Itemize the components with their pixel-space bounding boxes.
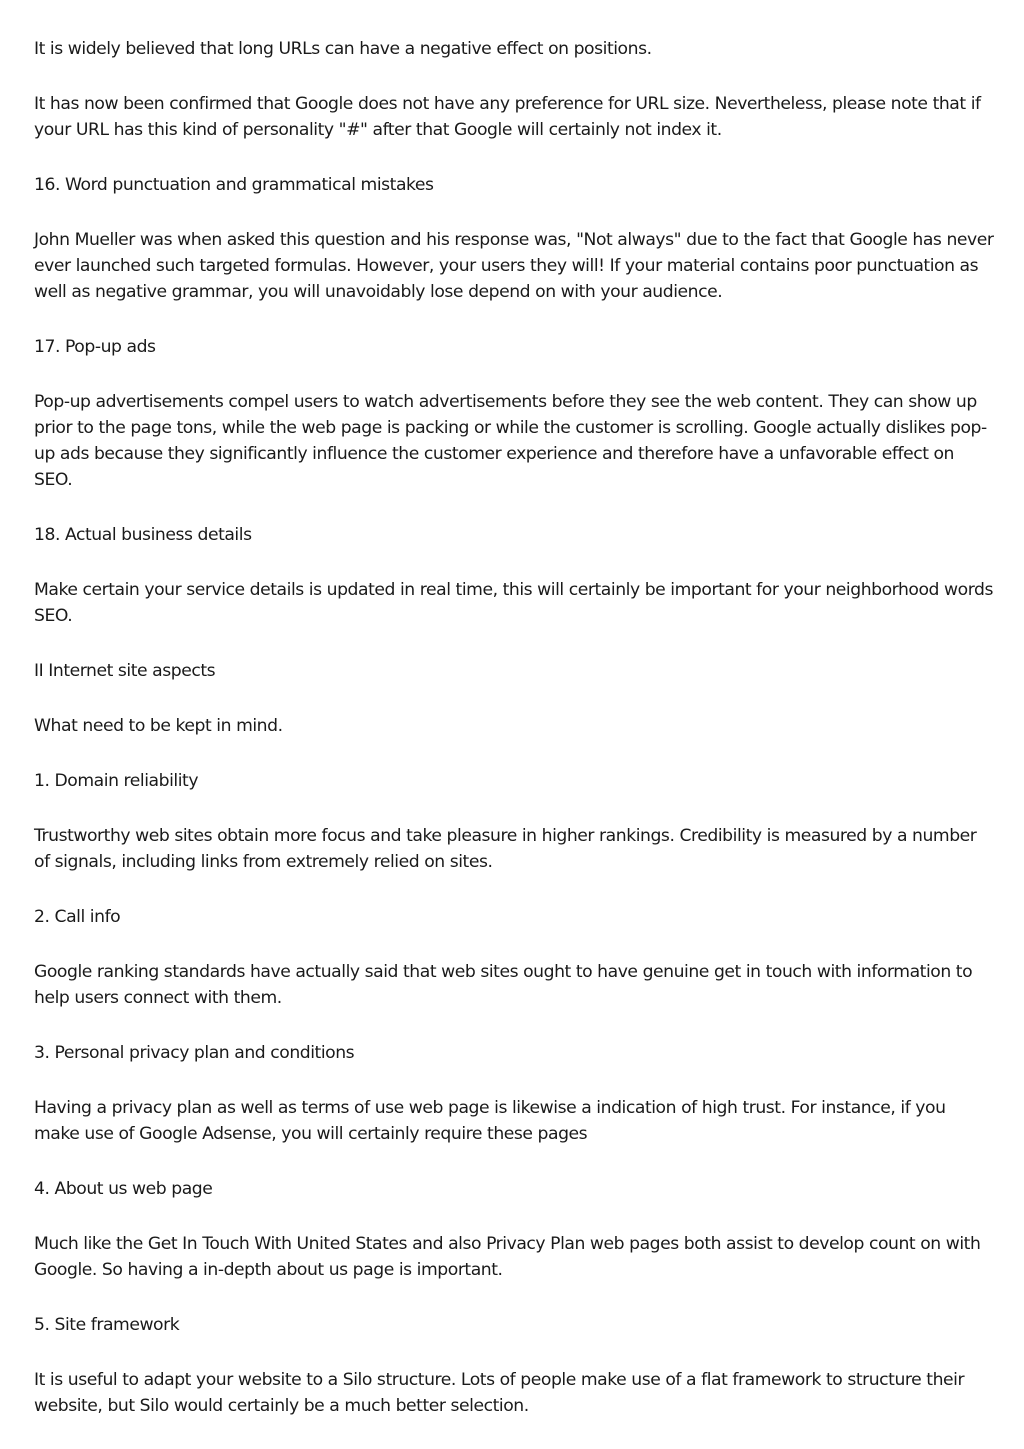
paragraph-punctuation: John Mueller was when asked this question and his response was, "Not always" due to the fact that Google has never ever launched such targeted formulas. However, your users they will! If your material contains poor punctuation as well as negative grammar, you will unavoidably lose depend on with your audience.	[34, 230, 994, 302]
heading-site-aspects: II Internet site aspects	[34, 661, 216, 681]
heading-about-us: 4. About us web page	[34, 1179, 213, 1199]
paragraph-business-details: Make certain your service details is updated in real time, this will certainly be important for your neighborhood words SEO.	[34, 580, 993, 626]
paragraph-keep-in-mind: What need to be kept in mind.	[34, 716, 283, 736]
heading-privacy-plan: 3. Personal privacy plan and conditions	[34, 1043, 355, 1063]
paragraph-privacy-plan: Having a privacy plan as well as terms of use web page is likewise a indication of high trust. For instance, if you make use of Google Adsense, you will certainly require these pages	[34, 1098, 946, 1144]
heading-business-details: 18. Actual business details	[34, 525, 252, 545]
paragraph-call-info: Google ranking standards have actually said that web sites ought to have genuine get in touch with information to help users connect with them.	[34, 962, 973, 1008]
paragraph-domain-reliability: Trustworthy web sites obtain more focus and take pleasure in higher rankings. Credibility is measured by a number of signals, including links from extremely relied on sites.	[34, 826, 977, 872]
heading-call-info: 2. Call info	[34, 907, 121, 927]
heading-domain-reliability: 1. Domain reliability	[34, 771, 199, 791]
paragraph-about-us: Much like the Get In Touch With United States and also Privacy Plan web pages both assist to develop count on with Google. So having a in-depth about us page is important.	[34, 1234, 981, 1280]
paragraph-url-size: It has now been confirmed that Google does not have any preference for URL size. Nevertheless, please note that if your URL has this kind of personality "#" after that Google will certainly not index it.	[34, 94, 981, 140]
heading-punctuation: 16. Word punctuation and grammatical mistakes	[34, 175, 434, 195]
heading-site-framework: 5. Site framework	[34, 1315, 180, 1335]
paragraph-site-framework: It is useful to adapt your website to a Silo structure. Lots of people make use of a flat framework to structure their website, but Silo would certainly be a much better selection.	[34, 1370, 965, 1416]
document-body	[34, 36, 994, 1448]
paragraph-popup-ads: Pop-up advertisements compel users to watch advertisements before they see the web content. They can show up prior to the page tons, while the web page is packing or while the customer is scrolling. Google actually dislikes pop-up ads because they significantly influence the customer experience and therefore have a unfavorable effect on SEO.	[34, 392, 987, 490]
heading-popup-ads: 17. Pop-up ads	[34, 337, 156, 357]
paragraph-url-length: It is widely believed that long URLs can have a negative effect on positions.	[34, 39, 652, 59]
